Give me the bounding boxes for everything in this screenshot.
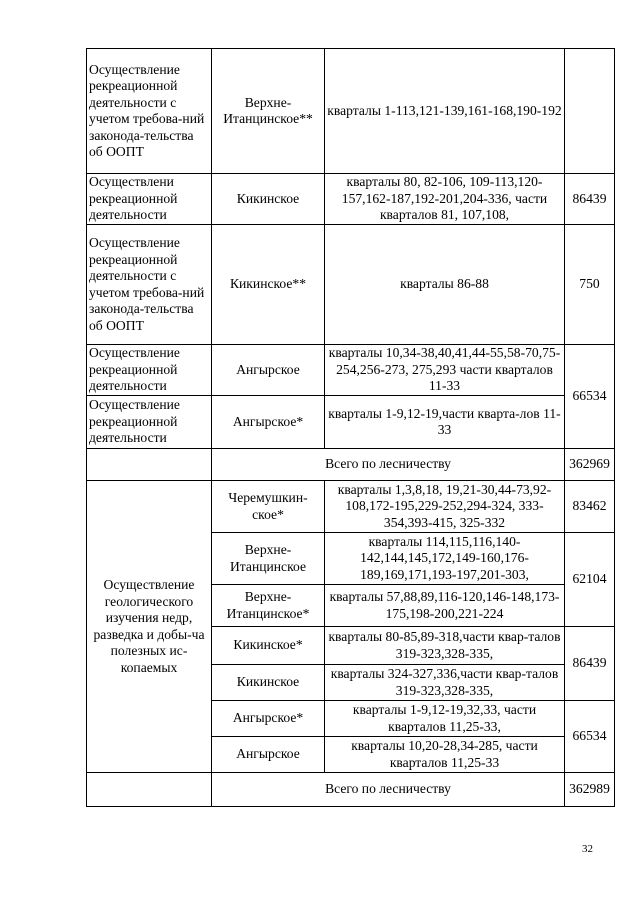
quarters-cell: кварталы 1-9,12-19,части кварта-лов 11-33: [325, 396, 565, 449]
forestry-cell: Ангырское*: [212, 396, 325, 449]
area-cell: 86439: [565, 174, 615, 225]
quarters-cell: кварталы 1,3,8,18, 19,21-30,44-73,92-108,172-195,229-252,294-324, 333-354,393-415, 325-332: [325, 481, 565, 533]
empty-cell: [87, 449, 212, 481]
table-row: [87, 174, 615, 225]
geo-activity-cell: Осуществление геологического изучения недр, разведка и добы-ча полезных ис-копаемых: [87, 481, 212, 773]
quarters-cell: кварталы 1-9,12-19,32,33, части кварталов 11,25-33,: [325, 701, 565, 737]
forestry-cell: Ангырское*: [212, 701, 325, 737]
quarters-cell: кварталы 57,88,89,116-120,146-148,173-175,198-200,221-224: [325, 585, 565, 627]
activity-cell: Осуществление рекреационной деятельности с учетом требова-ний законода-тельства об ООПТ: [87, 49, 212, 174]
forestry-cell: Кикинское: [212, 665, 325, 701]
table-row: [87, 225, 615, 345]
forestry-cell: Кикинское: [212, 174, 325, 225]
quarters-cell: кварталы 80-85,89-318,части квар-талов 319-323,328-335,: [325, 627, 565, 665]
area-cell: [565, 49, 615, 174]
table-row: [87, 345, 615, 396]
activity-cell: Осуществление рекреационной деятельности: [87, 396, 212, 449]
area-cell: 750: [565, 225, 615, 345]
empty-cell: [87, 773, 212, 807]
quarters-cell: кварталы 10,34-38,40,41,44-55,58-70,75-254,256-273, 275,293 части кварталов 11-33: [325, 345, 565, 396]
table-row: [87, 481, 615, 533]
area-cell: 83462: [565, 481, 615, 533]
total-value: 362989: [565, 773, 615, 807]
quarters-cell: кварталы 114,115,116,140-142,144,145,172,149-160,176-189,169,171,193-197,201-303,: [325, 533, 565, 585]
quarters-cell: кварталы 80, 82-106, 109-113,120-157,162-187,192-201,204-336, части кварталов 81, 107,108,: [325, 174, 565, 225]
forestry-cell: Ангырское: [212, 345, 325, 396]
forestry-cell: Черемушкин-ское*: [212, 481, 325, 533]
table-row: [87, 396, 615, 449]
quarters-cell: кварталы 86-88: [325, 225, 565, 345]
area-cell: 66534: [565, 345, 615, 449]
area-cell: 62104: [565, 533, 615, 627]
forestry-cell: Верхне-Итанцинское: [212, 533, 325, 585]
forestry-cell: Ангырское: [212, 737, 325, 773]
quarters-cell: кварталы 1-113,121-139,161-168,190-192: [325, 49, 565, 174]
forestry-cell: Кикинское**: [212, 225, 325, 345]
forestry-cell: Кикинское*: [212, 627, 325, 665]
activity-cell: Осуществлени рекреационной деятельности: [87, 174, 212, 225]
total-value: 362969: [565, 449, 615, 481]
total-row: [87, 449, 615, 481]
total-label: Всего по лесничеству: [212, 773, 565, 807]
page-number: 32: [582, 843, 593, 855]
area-cell: 86439: [565, 627, 615, 701]
forestry-cell: Верхне-Итанцинское**: [212, 49, 325, 174]
activity-cell: Осуществление рекреационной деятельности: [87, 345, 212, 396]
total-label: Всего по лесничеству: [212, 449, 565, 481]
area-cell: 66534: [565, 701, 615, 773]
forestry-cell: Верхне-Итанцинское*: [212, 585, 325, 627]
total-row: [87, 773, 615, 807]
quarters-cell: кварталы 10,20-28,34-285, части кварталов 11,25-33: [325, 737, 565, 773]
quarters-cell: кварталы 324-327,336,части квар-талов 319-323,328-335,: [325, 665, 565, 701]
forestry-table: [86, 48, 615, 807]
activity-cell: Осуществление рекреационной деятельности с учетом требова-ний законода-тельства об ООПТ: [87, 225, 212, 345]
table-row: [87, 49, 615, 174]
